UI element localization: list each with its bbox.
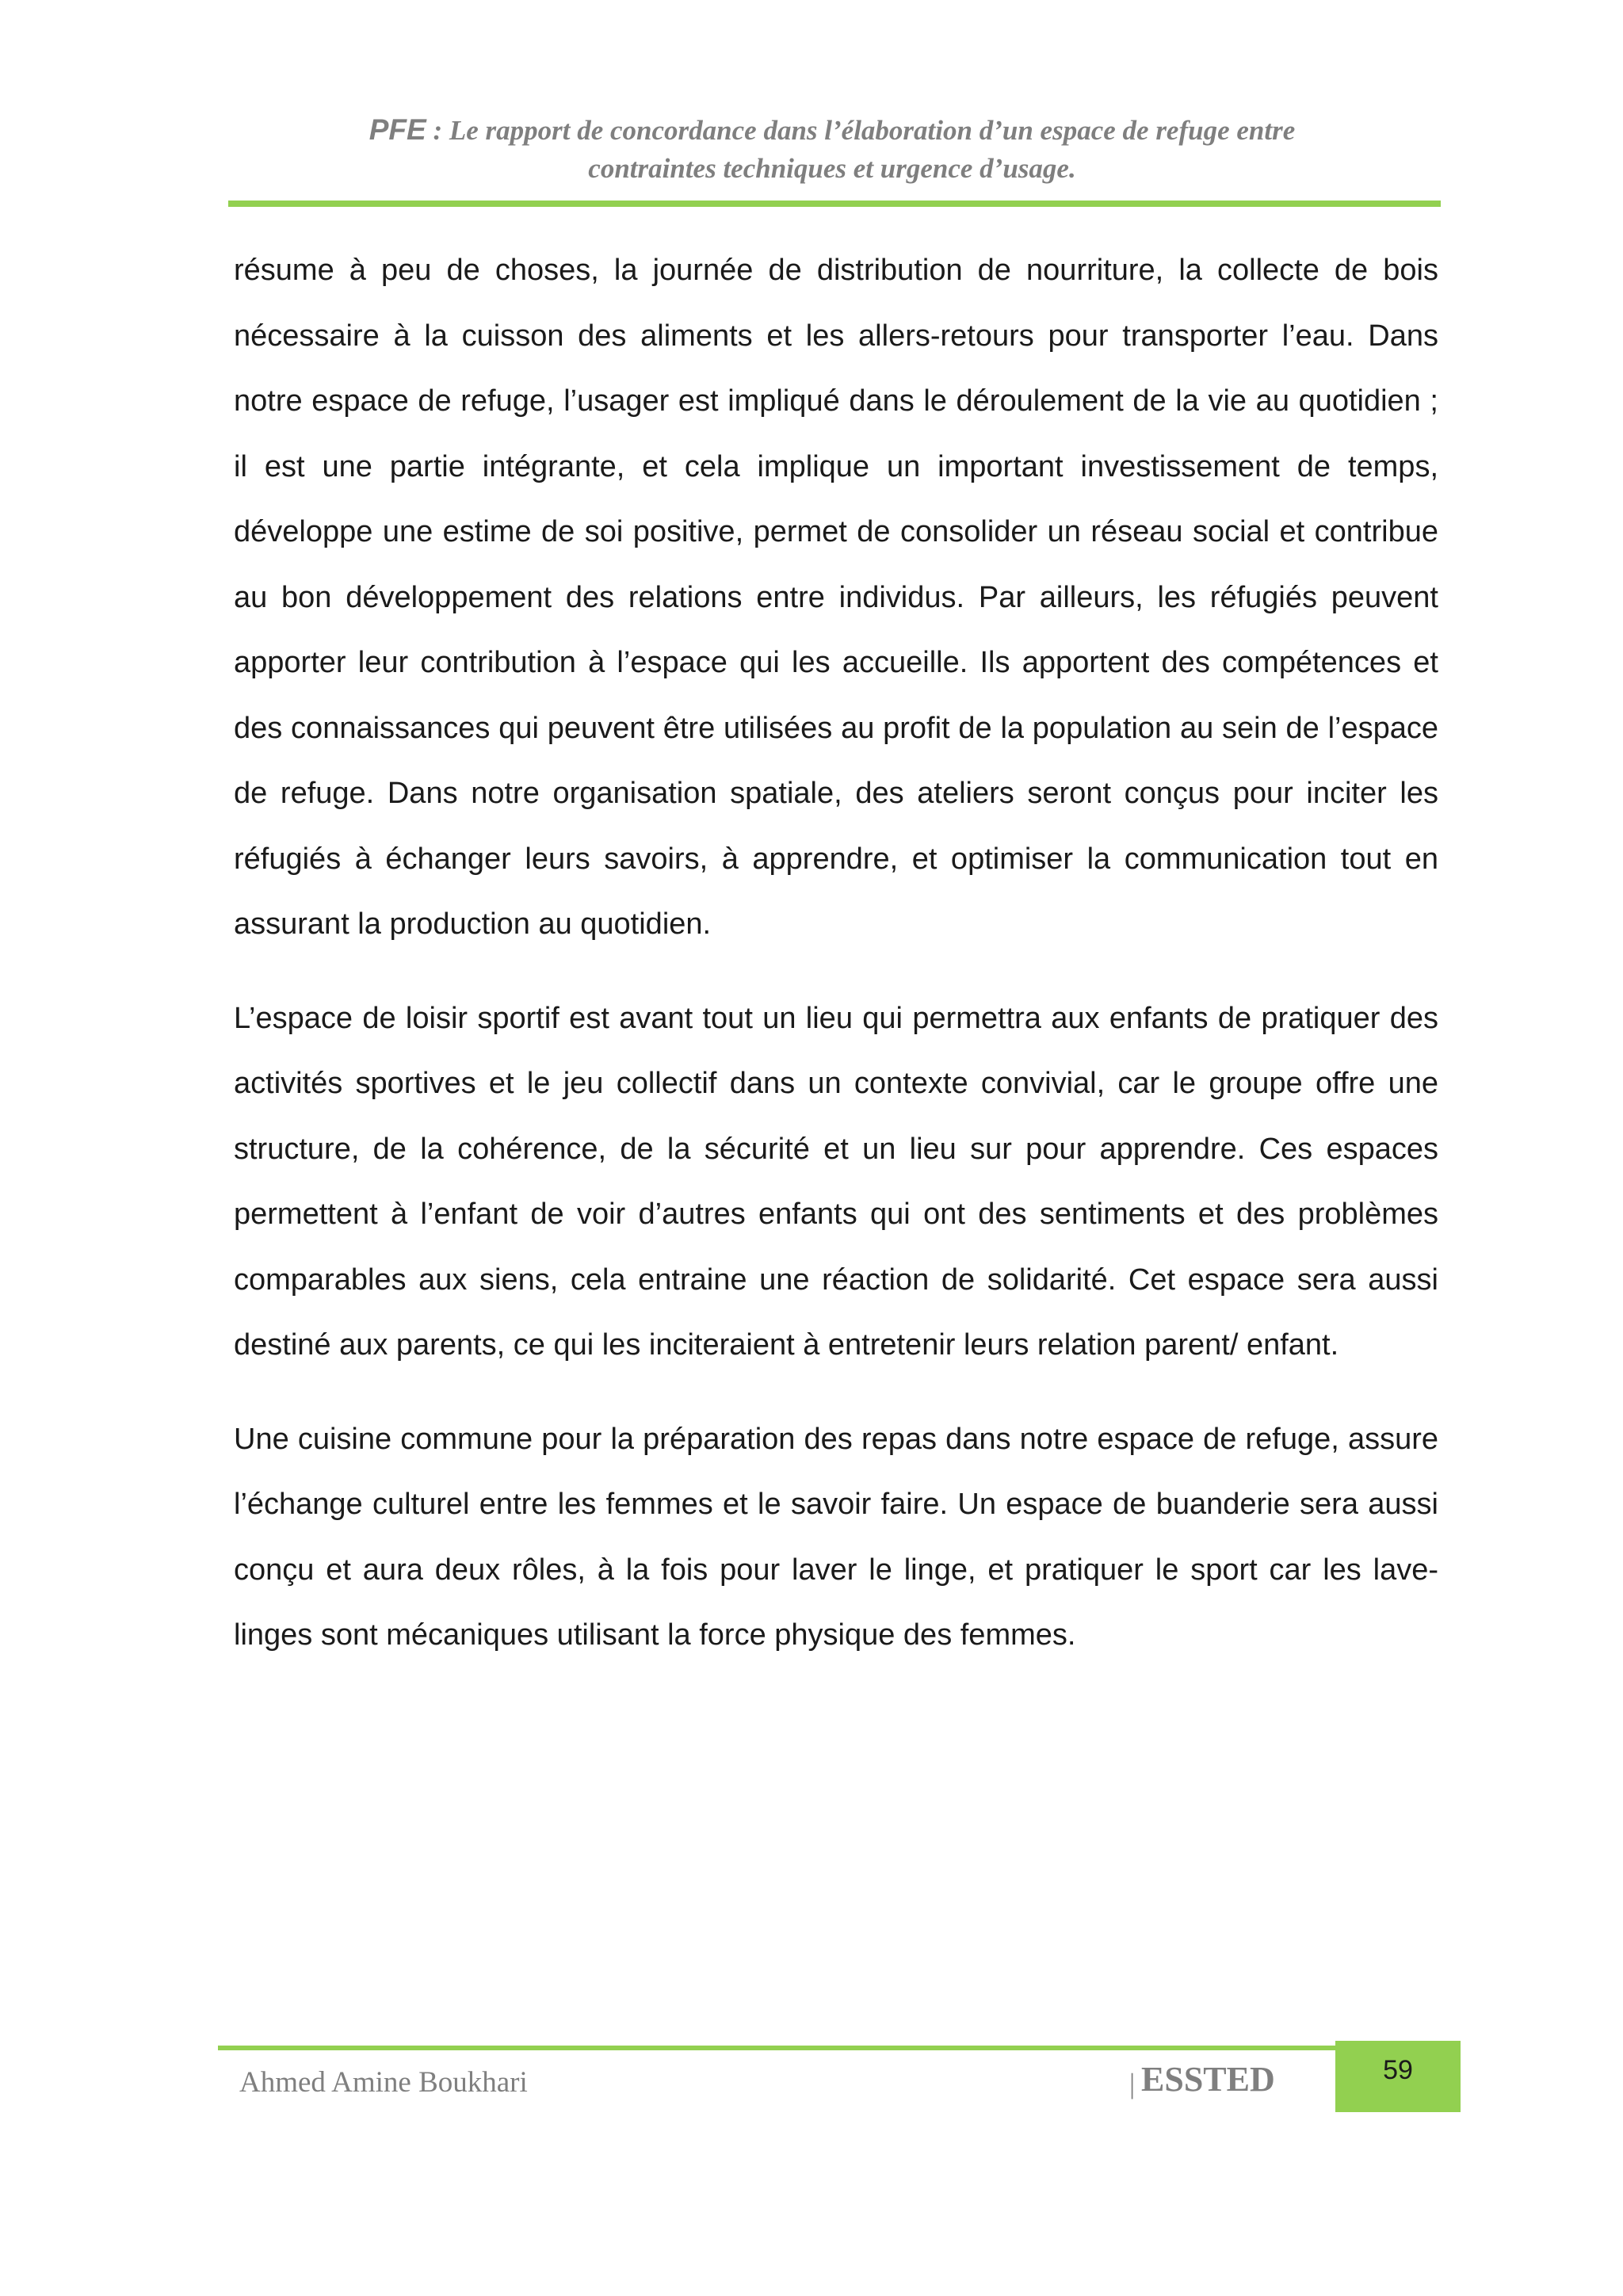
header-line-1 xyxy=(230,111,1434,150)
header-divider xyxy=(228,201,1441,207)
header-prefix: PFE xyxy=(369,113,426,146)
body-content xyxy=(234,238,1438,1668)
header-title-line-1: : Le rapport de concordance dans l’élaboration d’un espace de refuge entre xyxy=(426,115,1296,146)
page-number-badge xyxy=(1335,2041,1461,2112)
paragraph-2: L’espace de loisir sportif est avant tout un lieu qui permettra aux enfants de pratiquer des activités sportives et le jeu collectif dans un contexte convivial, car le groupe offre une structure, de la cohérence, de la sécurité et un lieu sur pour apprendre. Ces espaces permettent à l’enfant de voir d’autres enfants qui ont des sentiments et des problèmes comparables aux siens, cela entraine une réaction de solidarité. Cet espace sera aussi destiné aux parents, ce qui les inciteraient à entretenir leurs relation parent/ enfant. xyxy=(234,1001,1438,1362)
header-title-line-2: contraintes techniques et urgence d’usage. xyxy=(588,153,1076,184)
page-number: 59 xyxy=(1383,2055,1413,2085)
page-header xyxy=(230,111,1434,188)
paragraph-1: résume à peu de choses, la journée de distribution de nourriture, la collecte de bois nécessaire à la cuisson des aliments et les allers-retours pour transporter l’eau. Dans notre espace de refuge, l’usager est impliqué dans le déroulement de la vie au quotidien ; il est une partie intégrante, et cela implique un important investissement de temps, développe une estime de soi positive, permet de consolider un réseau social et contribue au bon développement des relations entre individus. Par ailleurs, les réfugiés peuvent apporter leur contribution à l’espace qui les accueille. Ils apportent des compétences et des connaissances qui peuvent être utilisées au profit de la population au sein de l’espace de refuge. Dans notre organisation spatiale, des ateliers seront conçus pour inciter les réfugiés à échanger leurs savoirs, à apprendre, et optimiser la communication tout en assurant la production au quotidien. xyxy=(234,254,1438,941)
footer-school: ESSTED xyxy=(1141,2060,1275,2099)
paragraph-3: Une cuisine commune pour la préparation des repas dans notre espace de refuge, assure l’échange culturel entre les femmes et le savoir faire. Un espace de buanderie sera aussi conçu et aura deux rôles, à la fois pour laver le linge, et pratiquer le sport car les lave-linges sont mécaniques utilisant la force physique des femmes. xyxy=(234,1422,1438,1652)
footer-separator: | xyxy=(1129,2068,1136,2099)
footer-author: Ahmed Amine Boukhari xyxy=(239,2066,528,2099)
footer-divider xyxy=(218,2046,1335,2050)
